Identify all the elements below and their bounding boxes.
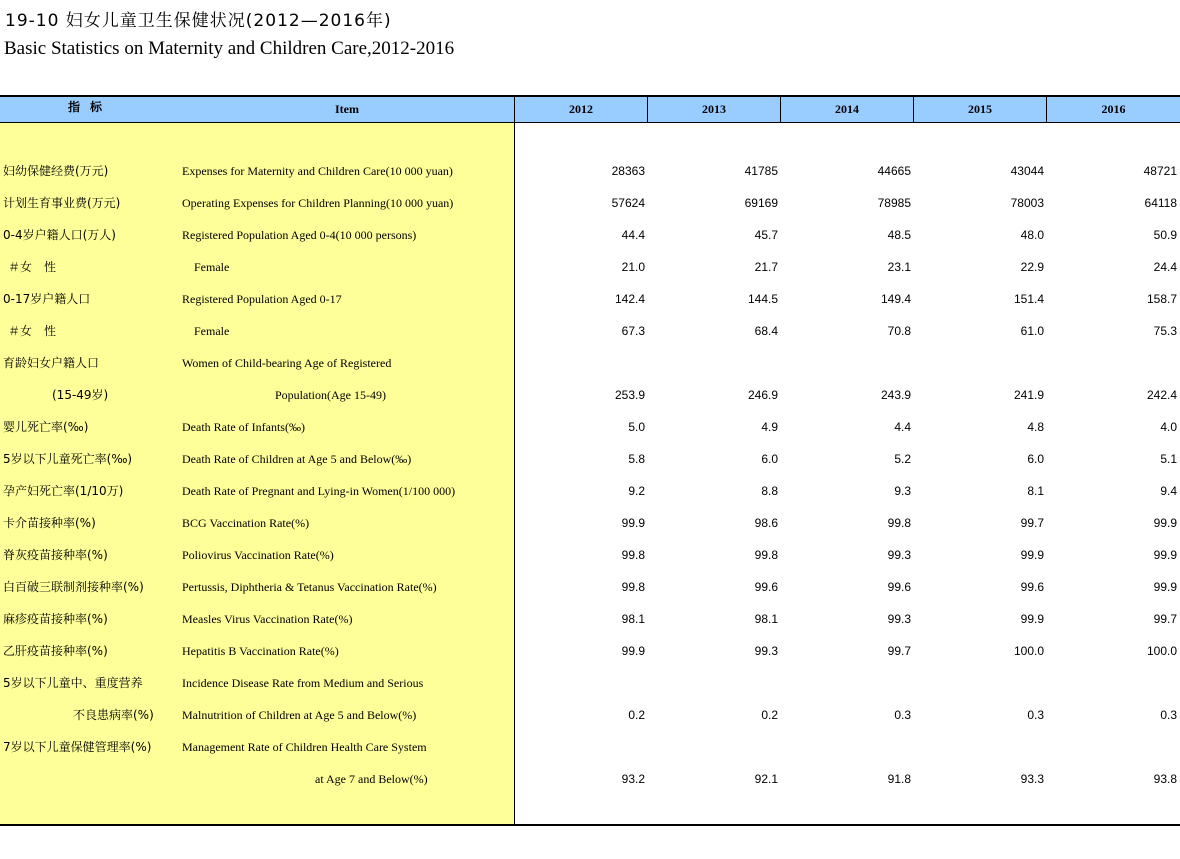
row-label-cn: 7岁以下儿童保健管理率(%) — [3, 740, 152, 754]
table-row — [0, 193, 1180, 213]
cell-2012: 67.3 — [621, 324, 645, 338]
header-divider — [514, 97, 515, 122]
cell-2014: 99.7 — [887, 644, 911, 658]
row-label-cn: (15-49岁) — [52, 388, 109, 402]
row-label-cn: 5岁以下儿童中、重度营养 — [3, 676, 143, 690]
cell-2012: 28363 — [611, 164, 645, 178]
cell-2015: 99.6 — [1020, 580, 1044, 594]
row-label-en: at Age 7 and Below(%) — [315, 772, 428, 786]
cell-2013: 45.7 — [754, 228, 778, 242]
cell-2016: 24.4 — [1153, 260, 1177, 274]
cell-2013: 6.0 — [761, 452, 778, 466]
header-year-2014: 2014 — [835, 102, 859, 116]
cell-2012: 5.0 — [628, 420, 645, 434]
header-item: Item — [335, 102, 359, 116]
row-label-cn: 白百破三联制剂接种率(%) — [3, 580, 144, 594]
table-row — [0, 353, 1180, 373]
cell-2014: 149.4 — [880, 292, 911, 306]
cell-2012: 142.4 — [614, 292, 645, 306]
row-label-en: Female — [194, 324, 230, 338]
row-label-cn: 0-4岁户籍人口(万人) — [3, 228, 116, 242]
cell-2016: 93.8 — [1153, 772, 1177, 786]
table-row — [0, 577, 1180, 597]
cell-2014: 78985 — [877, 196, 911, 210]
cell-2013: 8.8 — [761, 484, 778, 498]
table-row — [0, 769, 1180, 789]
row-label-cn: 妇幼保健经费(万元) — [3, 164, 109, 178]
row-label-cn: 乙肝疫苗接种率(%) — [3, 644, 108, 658]
cell-2013: 144.5 — [747, 292, 778, 306]
row-label-en: Death Rate of Pregnant and Lying-in Women(1/100 000) — [182, 484, 456, 498]
cell-2015: 241.9 — [1013, 388, 1044, 402]
row-label-en: Death Rate of Infants(‰) — [182, 420, 305, 434]
header-divider — [780, 97, 781, 122]
cell-2013: 92.1 — [754, 772, 778, 786]
cell-2013: 246.9 — [747, 388, 778, 402]
cell-2014: 0.3 — [894, 708, 911, 722]
cell-2013: 99.6 — [754, 580, 778, 594]
cell-2015: 78003 — [1010, 196, 1044, 210]
table-row — [0, 673, 1180, 693]
table-row — [0, 417, 1180, 437]
table-row — [0, 545, 1180, 565]
table-row — [0, 449, 1180, 469]
cell-2014: 91.8 — [887, 772, 911, 786]
cell-2013: 41785 — [744, 164, 778, 178]
cell-2016: 9.4 — [1160, 484, 1177, 498]
table-row — [0, 321, 1180, 341]
cell-2016: 75.3 — [1153, 324, 1177, 338]
cell-2012: 0.2 — [628, 708, 645, 722]
row-label-en: Women of Child-bearing Age of Registered — [182, 356, 392, 370]
cell-2013: 0.2 — [761, 708, 778, 722]
cell-2012: 5.8 — [628, 452, 645, 466]
row-label-en: Hepatitis B Vaccination Rate(%) — [182, 644, 339, 658]
cell-2012: 44.4 — [621, 228, 645, 242]
cell-2014: 44665 — [877, 164, 911, 178]
cell-2016: 5.1 — [1160, 452, 1177, 466]
row-label-cn: ＃女 性 — [8, 260, 57, 274]
row-label-cn: 脊灰疫苗接种率(%) — [3, 548, 108, 562]
table-row — [0, 257, 1180, 277]
cell-2015: 48.0 — [1020, 228, 1044, 242]
cell-2016: 4.0 — [1160, 420, 1177, 434]
cell-2012: 99.8 — [621, 548, 645, 562]
row-label-cn: 卡介苗接种率(%) — [3, 516, 96, 530]
row-label-en: Registered Population Aged 0-17 — [182, 292, 342, 306]
cell-2013: 21.7 — [754, 260, 778, 274]
cell-2012: 99.8 — [621, 580, 645, 594]
header-year-2013: 2013 — [702, 102, 726, 116]
cell-2015: 151.4 — [1013, 292, 1044, 306]
cell-2014: 99.3 — [887, 612, 911, 626]
cell-2015: 99.9 — [1020, 548, 1044, 562]
header-divider — [1046, 97, 1047, 122]
table-row — [0, 513, 1180, 533]
cell-2015: 99.7 — [1020, 516, 1044, 530]
cell-2015: 99.9 — [1020, 612, 1044, 626]
row-label-en: Registered Population Aged 0-4(10 000 persons) — [182, 228, 417, 242]
cell-2014: 23.1 — [887, 260, 911, 274]
cell-2016: 100.0 — [1146, 644, 1177, 658]
row-label-cn: 孕产妇死亡率(1/10万) — [3, 484, 124, 498]
table-row — [0, 385, 1180, 405]
cell-2016: 0.3 — [1160, 708, 1177, 722]
cell-2013: 68.4 — [754, 324, 778, 338]
table-row — [0, 481, 1180, 501]
table-title-en: Basic Statistics on Maternity and Children Care,2012-2016 — [4, 38, 455, 59]
table-title-cn: 19-10 妇女儿童卫生保健状况(2012—2016年) — [5, 11, 392, 31]
table-row — [0, 225, 1180, 245]
cell-2016: 50.9 — [1153, 228, 1177, 242]
cell-2016: 99.9 — [1153, 548, 1177, 562]
cell-2013: 98.1 — [754, 612, 778, 626]
header-year-2015: 2015 — [968, 102, 992, 116]
cell-2014: 99.8 — [887, 516, 911, 530]
cell-2014: 48.5 — [887, 228, 911, 242]
cell-2016: 99.9 — [1153, 580, 1177, 594]
row-label-cn: 婴儿死亡率(‰) — [3, 420, 89, 434]
cell-2015: 4.8 — [1027, 420, 1044, 434]
row-label-en: Expenses for Maternity and Children Care(10 000 yuan) — [182, 164, 453, 178]
cell-2016: 158.7 — [1146, 292, 1177, 306]
cell-2013: 98.6 — [754, 516, 778, 530]
table-row — [0, 641, 1180, 661]
cell-2015: 61.0 — [1020, 324, 1044, 338]
header-year-2016: 2016 — [1101, 102, 1126, 116]
row-label-en: Malnutrition of Children at Age 5 and Below(%) — [182, 708, 417, 722]
row-label-cn: 计划生育事业费(万元) — [3, 196, 121, 210]
table-row — [0, 289, 1180, 309]
cell-2015: 22.9 — [1020, 260, 1044, 274]
cell-2015: 43044 — [1010, 164, 1044, 178]
cell-2015: 0.3 — [1027, 708, 1044, 722]
cell-2012: 21.0 — [621, 260, 645, 274]
row-label-en: Poliovirus Vaccination Rate(%) — [182, 548, 334, 562]
row-label-cn: 0-17岁户籍人口 — [3, 292, 91, 306]
cell-2012: 253.9 — [614, 388, 645, 402]
bottom-rule — [0, 824, 1180, 826]
cell-2014: 4.4 — [894, 420, 911, 434]
row-label-en: BCG Vaccination Rate(%) — [182, 516, 310, 530]
cell-2013: 99.3 — [754, 644, 778, 658]
cell-2012: 99.9 — [621, 644, 645, 658]
header-year-2012: 2012 — [569, 102, 593, 116]
cell-2016: 48721 — [1143, 164, 1177, 178]
cell-2014: 70.8 — [887, 324, 911, 338]
cell-2013: 4.9 — [761, 420, 778, 434]
cell-2013: 69169 — [744, 196, 778, 210]
row-label-cn: 不良患病率(%) — [73, 708, 154, 722]
row-label-en: Death Rate of Children at Age 5 and Below(‰) — [182, 452, 412, 466]
cell-2012: 98.1 — [621, 612, 645, 626]
row-label-en: Management Rate of Children Health Care System — [182, 740, 427, 754]
table-row — [0, 705, 1180, 725]
cell-2014: 9.3 — [894, 484, 911, 498]
row-label-en: Measles Virus Vaccination Rate(%) — [182, 612, 353, 626]
table-row — [0, 609, 1180, 629]
cell-2014: 5.2 — [894, 452, 911, 466]
cell-2016: 64118 — [1144, 196, 1177, 210]
cell-2012: 93.2 — [621, 772, 645, 786]
header-divider — [647, 97, 648, 122]
cell-2015: 93.3 — [1020, 772, 1044, 786]
cell-2016: 242.4 — [1146, 388, 1177, 402]
cell-2013: 99.8 — [754, 548, 778, 562]
cell-2015: 6.0 — [1027, 452, 1044, 466]
row-label-en: Pertussis, Diphtheria & Tetanus Vaccination Rate(%) — [182, 580, 437, 594]
cell-2012: 57624 — [611, 196, 645, 210]
header-divider — [913, 97, 914, 122]
cell-2015: 100.0 — [1013, 644, 1044, 658]
row-label-en: Operating Expenses for Children Planning(10 000 yuan) — [182, 196, 454, 210]
cell-2016: 99.7 — [1153, 612, 1177, 626]
cell-2014: 99.3 — [887, 548, 911, 562]
row-label-cn: 5岁以下儿童死亡率(‰) — [3, 452, 133, 466]
row-label-en: Female — [194, 260, 230, 274]
row-label-cn: ＃女 性 — [8, 324, 57, 338]
cell-2016: 99.9 — [1153, 516, 1177, 530]
table-row — [0, 161, 1180, 181]
cell-2012: 99.9 — [621, 516, 645, 530]
cell-2012: 9.2 — [628, 484, 645, 498]
cell-2015: 8.1 — [1027, 484, 1044, 498]
cell-2014: 99.6 — [887, 580, 911, 594]
header-indicator: 指标 — [67, 100, 112, 114]
table-row — [0, 737, 1180, 757]
cell-2014: 243.9 — [880, 388, 911, 402]
row-label-en: Incidence Disease Rate from Medium and Serious — [182, 676, 424, 690]
row-label-cn: 麻疹疫苗接种率(%) — [3, 612, 108, 626]
row-label-cn: 育龄妇女户籍人口 — [3, 356, 100, 370]
table-header — [0, 97, 1180, 122]
row-label-en: Population(Age 15-49) — [275, 388, 386, 402]
